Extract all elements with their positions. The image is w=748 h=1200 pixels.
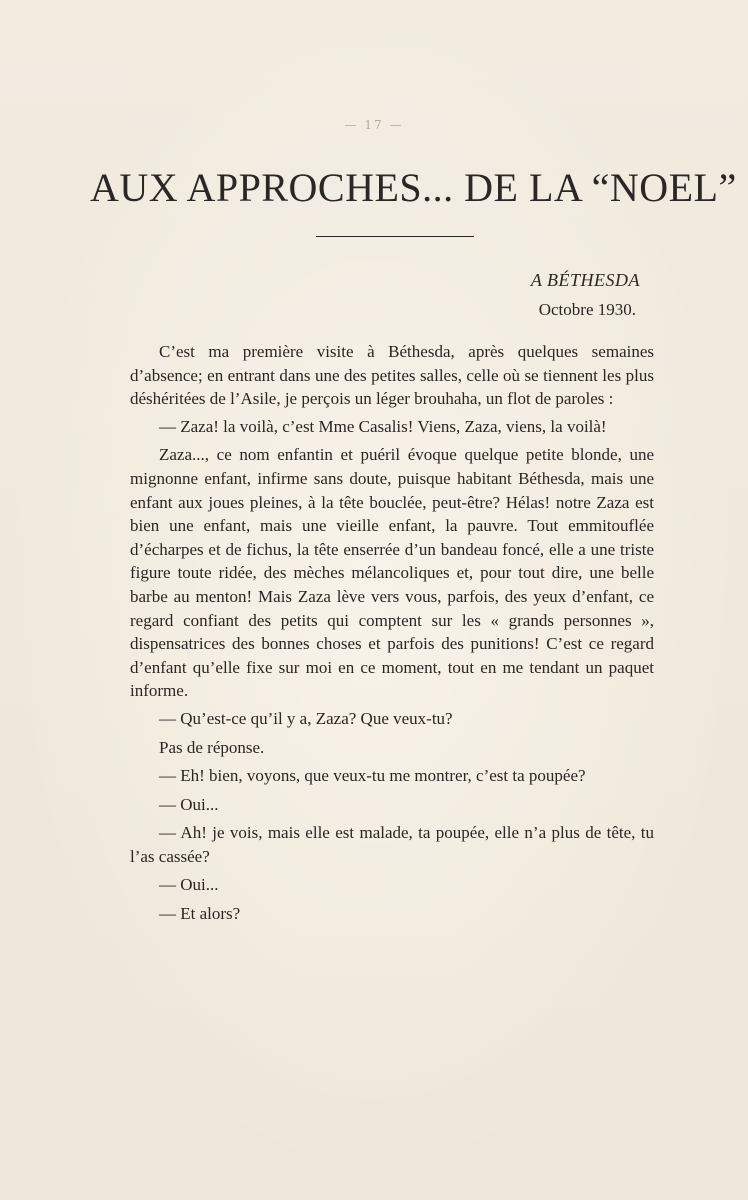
paragraph: C’est ma première visite à Béthesda, après quelques semaines d’absence; en entrant dans une des petites salles, celle où se tiennent les plus déshéritées de l’Asile, je perçois un léger brouhaha, un flot de paroles : [130,342,654,409]
paragraph: — Eh! bien, voyons, que veux-tu me montrer, c’est ta poupée? [159,766,586,786]
paragraph: — Oui... [159,794,219,814]
paragraph: — Zaza! la voilà, c’est Mme Casalis! Viens, Zaza, viens, la voilà! [159,416,607,436]
title-divider [316,236,474,237]
page-number: — 17 — [344,118,404,132]
paragraph: — Qu’est-ce qu’il y a, Zaza? Que veux-tu? [159,708,453,728]
paragraph: Pas de réponse. [159,737,265,757]
page-title: AUX APPROCHES... DE LA “NOEL” [90,165,737,210]
paragraph: — Oui... [159,875,219,895]
paragraph: — Et alors? [159,904,241,924]
article-body [130,340,654,926]
dateline: Octobre 1930. [538,300,636,319]
paragraph: — Ah! je vois, mais elle est malade, ta poupée, elle n’a plus de tête, tu l’as cassée? [130,823,654,866]
paragraph: Zaza..., ce nom enfantin et puéril évoque quelque petite blonde, une mignonne enfant, infirme sans doute, puisque habitant Béthesda, mais une enfant aux joues pleines, à la tête bouclée, peut-être? Hélas! notre Zaza est bien une enfant, mais une vieille enfant, la pauvre. Tout emmitouflée d’écharpes et de fichus, la tête enserrée d’un bandeau foncé, elle a une triste figure toute ridée, des mèches mélancoliques et, pour tout dire, une belle barbe au menton! Mais Zaza lève vers vous, parfois, des yeux d’enfant, ce regard confiant des petits qui comptent sur les « grands personnes », dispensatrices des bonnes choses et parfois des punitions! C’est ce regard d’enfant qu’elle fixe sur moi en ce moment, tout en me tendant un paquet informe. [130,445,654,701]
location-heading: A BÉTHESDA [530,270,640,290]
